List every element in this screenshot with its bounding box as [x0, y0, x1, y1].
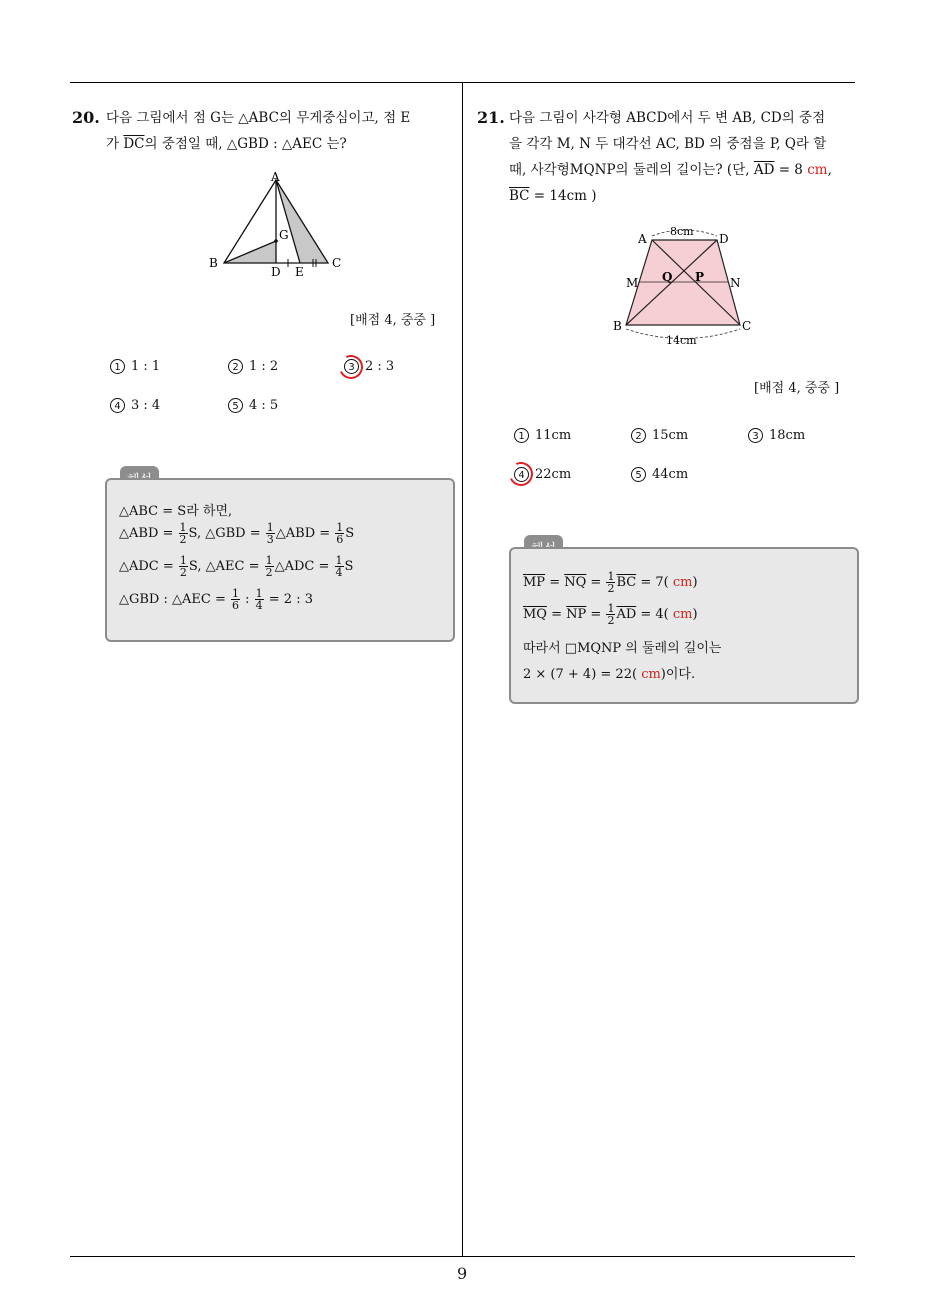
- explanation-line: △ADC = $\frac{1}{2}$ S, △AEC = $\frac{1}{2}$ △ADC = $\frac{1}{4}$ S: [119, 554, 354, 579]
- choice-number: 3: [748, 428, 763, 443]
- label-bottom-length: 14cm: [666, 334, 697, 347]
- choice-4[interactable]: 4 3 : 4: [110, 398, 160, 413]
- explanation-line: $\overline{MP} = \overline{NQ}$ = $\frac{1}{2}$ $\overline{BC} = 7$( cm): [523, 570, 698, 595]
- explanation-line: △ABC = S라 하면,: [119, 504, 233, 519]
- explanation-line: 2 × (7 + 4) = 22( cm)이다.: [523, 667, 696, 682]
- label-d: D: [719, 232, 729, 246]
- choice-1[interactable]: 1 11cm: [514, 428, 571, 443]
- answer-mark: [506, 459, 537, 490]
- choice-2[interactable]: 2 15cm: [631, 428, 688, 443]
- choice-4[interactable]: 4 22cm: [514, 467, 571, 482]
- triangle-figure: [200, 168, 360, 280]
- label-c: C: [332, 256, 342, 270]
- question-text-line: $\overline{BC} = 14cm$ ): [509, 188, 597, 204]
- label-top-length: 8cm: [670, 225, 694, 238]
- label-p: P: [695, 270, 705, 284]
- choice-number: 2: [228, 359, 243, 374]
- choice-number: 1: [514, 428, 529, 443]
- page-number: 9: [457, 1264, 468, 1283]
- explanation-line: 따라서 □MQNP 의 둘레의 길이는: [523, 641, 722, 656]
- choice-number: 3: [344, 359, 359, 374]
- question-text-line: 을 각각 M, N 두 대각선 AC, BD 의 중점을 P, Q라 할: [509, 136, 827, 152]
- question-text-line: 다음 그림에서 점 G는 △ABC의 무게중심이고, 점 E: [106, 110, 411, 126]
- explanation-line: $\overline{MQ} = \overline{NP}$ = $\frac{1}{2}$ $\overline{AD} = 4$( cm): [523, 602, 698, 627]
- choice-1[interactable]: 1 1 : 1: [110, 359, 160, 374]
- label-n: N: [730, 276, 741, 290]
- choice-number: 5: [228, 398, 243, 413]
- label-a: A: [271, 170, 280, 184]
- label-b: B: [209, 256, 218, 270]
- label-c: C: [742, 319, 752, 333]
- score-label: [배점 4, 중중 ]: [754, 381, 840, 396]
- label-a: A: [638, 232, 647, 246]
- explanation-line: △ABD = $\frac{1}{2}$ S, △GBD = $\frac{1}{3}$ △ABD = $\frac{1}{6}$ S: [119, 521, 355, 546]
- choice-number: 5: [631, 467, 646, 482]
- answer-mark: [336, 352, 367, 383]
- question-number: 20.: [72, 108, 100, 127]
- choice-number: 2: [631, 428, 646, 443]
- choice-5[interactable]: 5 44cm: [631, 467, 688, 482]
- choice-number: 4: [110, 398, 125, 413]
- explanation-box: [509, 547, 859, 704]
- column-divider: [462, 82, 463, 1257]
- choice-3[interactable]: 3 2 : 3: [344, 359, 394, 374]
- choice-number: 1: [110, 359, 125, 374]
- choice-2[interactable]: 2 1 : 2: [228, 359, 278, 374]
- question-text-line: 다음 그림이 사각형 ABCD에서 두 변 AB, CD의 중점: [509, 110, 826, 126]
- choice-5[interactable]: 5 4 : 5: [228, 398, 278, 413]
- explanation-box: [105, 478, 455, 642]
- question-text-line: 가 $\overline{DC}$의 중점일 때, △GBD : △AEC 는?: [106, 136, 347, 152]
- choice-number: 4: [514, 467, 529, 482]
- trapezoid-figure: [610, 222, 760, 350]
- explanation-line: △GBD : △AEC = $\frac{1}{6}$ : $\frac{1}{4}$ = 2 : 3: [119, 587, 313, 612]
- score-label: [배점 4, 중중 ]: [350, 313, 436, 328]
- label-b: B: [613, 319, 622, 333]
- label-g: G: [279, 228, 289, 242]
- label-d: D: [271, 265, 281, 279]
- label-m: M: [626, 276, 639, 290]
- question-text-line: 때, 사각형MQNP의 둘레의 길이는? (단, $\overline{AD} = 8$ cm,: [509, 162, 832, 178]
- bottom-rule: [70, 1256, 855, 1257]
- choice-3[interactable]: 3 18cm: [748, 428, 805, 443]
- question-number: 21.: [477, 108, 505, 127]
- label-e: E: [295, 265, 304, 279]
- label-q: Q: [662, 270, 673, 284]
